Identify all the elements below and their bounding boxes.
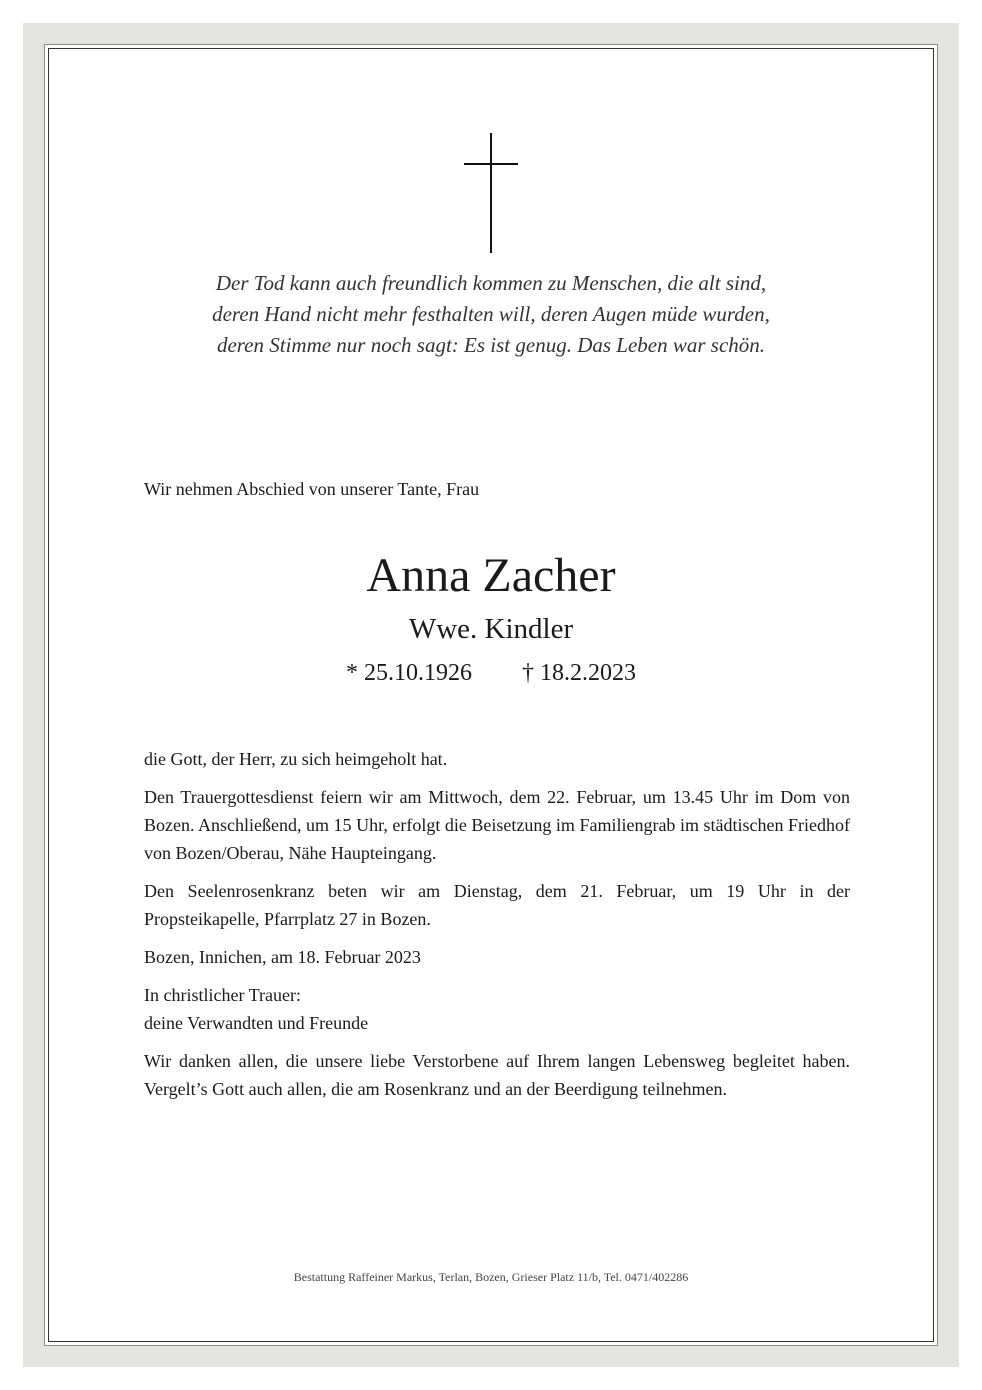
paragraph: die Gott, der Herr, zu sich heimgeholt hat. (144, 749, 448, 769)
obituary-body (144, 745, 850, 1113)
quote-line: deren Hand nicht mehr festhalten will, deren Augen müde wurden, (212, 302, 770, 326)
quote (150, 268, 832, 361)
signature-line: In christlicher Trauer: (144, 985, 301, 1005)
signature-line: deine Verwandten und Freunde (144, 1013, 369, 1033)
death-date: † 18.2.2023 (522, 660, 636, 686)
cross-icon (464, 133, 518, 253)
life-dates (0, 660, 982, 687)
signature (144, 981, 850, 1037)
intro-text: Wir nehmen Abschied von unserer Tante, Frau (144, 479, 480, 499)
widow-name: Wwe. Kindler (408, 613, 574, 645)
paragraph: Bozen, Innichen, am 18. Februar 2023 (144, 947, 421, 967)
birth-date: * 25.10.1926 (346, 660, 472, 686)
paragraph: Den Trauergottesdienst feiern wir am Mittwoch, dem 22. Februar, um 13.45 Uhr im Dom von Bozen. Anschließend, um 15 Uhr, erfolgt die Beisetzung im Familiengrab im städtischen Friedhof von Bozen/Oberau, Nähe Haupteingang. (144, 787, 850, 863)
deceased-name: Anna Zacher (366, 549, 616, 602)
thanks: Wir danken allen, die unsere liebe Verstorbene auf Ihrem langen Lebensweg begleitet haben. Vergelt’s Gott auch allen, die am Rosenkranz und an der Beerdigung teilnehmen. (144, 1051, 850, 1099)
quote-line: Der Tod kann auch freundlich kommen zu Menschen, die alt sind, (215, 271, 767, 295)
paragraph: Den Seelenrosenkranz beten wir am Dienstag, dem 21. Februar, um 19 Uhr in der Propsteikapelle, Pfarrplatz 27 in Bozen. (144, 881, 850, 929)
funeral-home-footer: Bestattung Raffeiner Markus, Terlan, Bozen, Grieser Platz 11/b, Tel. 0471/402286 (293, 1270, 689, 1284)
quote-line: deren Stimme nur noch sagt: Es ist genug. Das Leben war schön. (216, 333, 766, 357)
